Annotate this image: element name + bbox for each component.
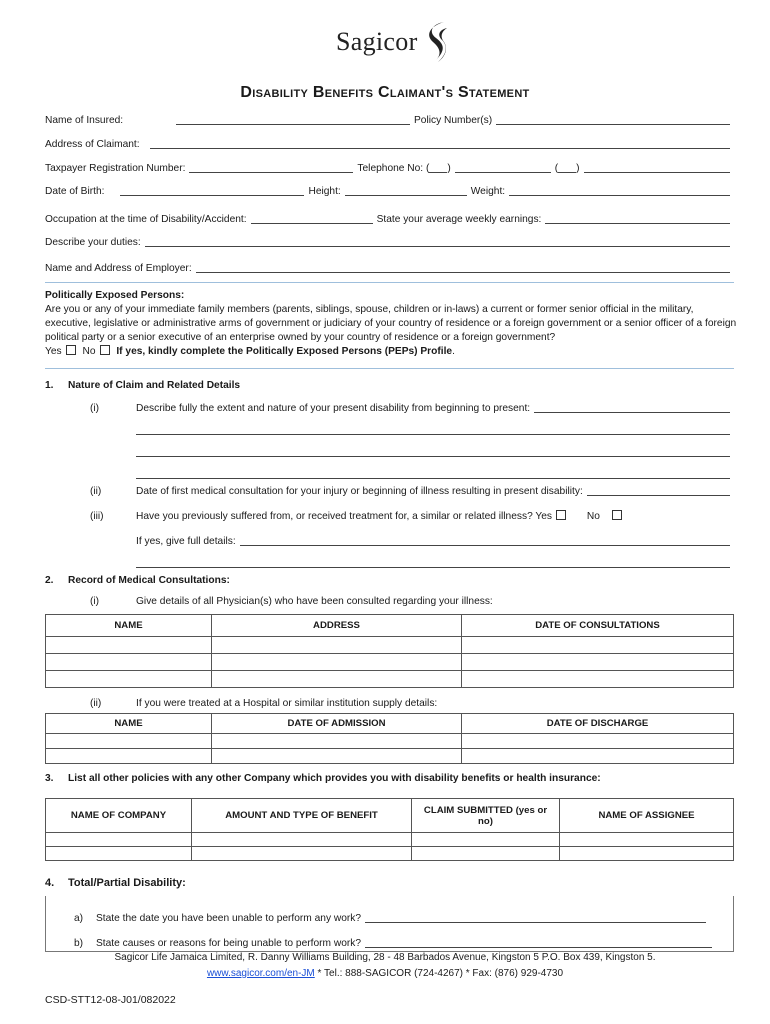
- height-input[interactable]: [345, 186, 467, 196]
- other-policies-table: [45, 798, 734, 861]
- name-insured-label: Name of Insured:: [45, 115, 124, 126]
- s4-b-row: b) State causes or reasons for being unable to perform work?: [74, 935, 716, 949]
- col-header-date: DATE OF CONSULTATIONS: [462, 615, 734, 637]
- hospital-table: [45, 713, 734, 764]
- divider: [45, 368, 734, 369]
- s4-b-label: State causes or reasons for being unable to perform work?: [96, 938, 362, 949]
- dob-label: Date of Birth:: [45, 186, 105, 197]
- insured-row: [45, 112, 734, 126]
- trn-input[interactable]: [189, 163, 353, 173]
- s2-i-row: (i) Give details of all Physician(s) who have been consulted regarding your illness:: [90, 596, 493, 607]
- section-3-heading: 3. List all other policies with any other Company which provides you with disability benefits or health insurance:: [45, 773, 601, 784]
- duties-label: Describe your duties:: [45, 237, 141, 248]
- s1-i-input-line[interactable]: [136, 425, 730, 435]
- telephone-label: Telephone No: (: [357, 163, 430, 174]
- sagicor-logo: [336, 20, 450, 64]
- section-2-heading: 2. Record of Medical Consultations:: [45, 575, 230, 586]
- pep-text: Are you or any of your immediate family members (parents, siblings, spouse, children or in-laws) a current or former senior official in the military, executive, legislative or administrative arms of government or judiciary of your country of residence or a foreign government or a senior officer of a foreign political party or a senior executive of an enterprise owned by your country of residence or a foreign government?: [45, 304, 737, 343]
- trn-label: Taxpayer Registration Number:: [45, 163, 186, 174]
- col-header-benefit: AMOUNT AND TYPE OF BENEFIT: [192, 799, 412, 833]
- s1-details-input[interactable]: [240, 536, 730, 546]
- table-row: [46, 671, 734, 688]
- s1-i-row: (i) Describe fully the extent and nature of your present disability from beginning to present:: [90, 400, 734, 414]
- pep-yes-label: Yes: [45, 346, 62, 357]
- occupation-input[interactable]: [251, 214, 373, 224]
- s1-iii-no-label: No: [586, 511, 600, 522]
- table-row: [46, 749, 734, 764]
- s1-details-input-line[interactable]: [136, 558, 730, 568]
- phone2-input[interactable]: [584, 163, 730, 173]
- footer-contact: [0, 966, 770, 981]
- name-insured-input[interactable]: [176, 115, 410, 125]
- dob-row: [45, 183, 734, 197]
- form-title: Disability Benefits Claimant's Statement: [240, 84, 530, 101]
- weight-input[interactable]: [509, 186, 730, 196]
- s1-details-row: [136, 533, 734, 547]
- address-input[interactable]: [150, 139, 730, 149]
- footer-address: Sagicor Life Jamaica Limited, R. Danny Williams Building, 28 - 48 Barbados Avenue, Kingston 5 P.O. Box 439, Kingston 5.: [114, 952, 656, 963]
- s1-iii-label: Have you previously suffered from, or received treatment for, a similar or related illness? Yes: [136, 511, 552, 522]
- pep-no-label: No: [82, 346, 96, 357]
- s1-iii-row: (iii) Have you previously suffered from, or received treatment for, a similar or related illness? Yes No: [90, 510, 626, 524]
- s2-ii-label: If you were treated at a Hospital or similar institution supply details:: [136, 698, 438, 709]
- weight-label: Weight:: [470, 186, 506, 197]
- form-code: CSD-STT12-08-J01/082022: [45, 994, 176, 1006]
- col-header-address: ADDRESS: [212, 615, 462, 637]
- col-header-claim: CLAIM SUBMITTED (yes or no): [412, 799, 560, 833]
- s1-details-label: If yes, give full details:: [136, 536, 236, 547]
- col-header-admission: DATE OF ADMISSION: [212, 714, 462, 734]
- s1-ii-row: (ii) Date of first medical consultation for your injury or beginning of illness resulting in present disability:: [90, 483, 734, 497]
- pep-no-checkbox[interactable]: [100, 345, 110, 355]
- s1-ii-label: Date of first medical consultation for your injury or beginning of illness resulting in present disability:: [136, 486, 583, 497]
- phone2-area-input[interactable]: [558, 163, 576, 173]
- s1-i-input-line[interactable]: [136, 469, 730, 479]
- col-header-company: NAME OF COMPANY: [46, 799, 192, 833]
- physicians-table: [45, 614, 734, 688]
- contact-info: * Tel.: 888-SAGICOR (724-4267) * Fax: (876) 929-4730: [314, 968, 564, 979]
- height-label: Height:: [308, 186, 341, 197]
- s4-a-row: a) State the date you have been unable to perform any work?: [74, 910, 710, 924]
- col-header-assignee: NAME OF ASSIGNEE: [560, 799, 734, 833]
- s2-i-label: Give details of all Physician(s) who have been consulted regarding your illness:: [136, 596, 493, 607]
- s4-a-label: State the date you have been unable to perform any work?: [96, 913, 362, 924]
- s1-iii-yes-checkbox[interactable]: [556, 510, 566, 520]
- s1-iii-no-checkbox[interactable]: [612, 510, 622, 520]
- duties-input[interactable]: [145, 237, 730, 247]
- s1-i-input[interactable]: [534, 403, 730, 413]
- employer-label: Name and Address of Employer:: [45, 263, 192, 274]
- sagicor-swoosh-icon: [424, 20, 450, 64]
- table-row: [46, 654, 734, 671]
- employer-row: [45, 260, 734, 274]
- phone1-area-input[interactable]: [429, 163, 447, 173]
- table-row: [46, 637, 734, 654]
- occupation-label: Occupation at the time of Disability/Accident:: [45, 214, 247, 225]
- pep-answer-row: Yes No If yes, kindly complete the Politically Exposed Persons (PEPs) Profile.: [45, 346, 455, 357]
- s1-i-label: Describe fully the extent and nature of your present disability from beginning to present:: [136, 403, 531, 414]
- dob-input[interactable]: [120, 186, 304, 196]
- trn-row: Taxpayer Registration Number: Telephone No: ( ) ( ): [45, 160, 734, 174]
- brand-name: Sagicor: [336, 27, 418, 56]
- website-link[interactable]: www.sagicor.com/en-JM: [206, 968, 315, 979]
- s1-ii-input[interactable]: [587, 486, 730, 496]
- policy-numbers-label: Policy Number(s): [414, 115, 493, 126]
- section-1-heading: 1. Nature of Claim and Related Details: [45, 380, 241, 391]
- s4-a-input[interactable]: [365, 913, 706, 923]
- s2-ii-row: (ii) If you were treated at a Hospital or similar institution supply details:: [90, 698, 438, 709]
- address-row: [45, 136, 734, 150]
- earnings-label: State your average weekly earnings:: [376, 214, 542, 225]
- occupation-row: [45, 211, 734, 225]
- section-4-heading: 4. Total/Partial Disability:: [45, 877, 186, 889]
- pep-instruction: If yes, kindly complete the Politically Exposed Persons (PEPs) Profile: [116, 346, 453, 357]
- table-row: [46, 833, 734, 847]
- col-header-discharge: DATE OF DISCHARGE: [462, 714, 734, 734]
- policy-numbers-input[interactable]: [496, 115, 730, 125]
- employer-input[interactable]: [196, 263, 730, 273]
- col-header-name: NAME: [46, 714, 212, 734]
- s4-b-input[interactable]: [365, 938, 712, 948]
- table-row: [46, 734, 734, 749]
- address-label: Address of Claimant:: [45, 139, 140, 150]
- divider: [45, 282, 734, 283]
- s1-i-input-line[interactable]: [136, 447, 730, 457]
- pep-yes-checkbox[interactable]: [66, 345, 76, 355]
- col-header-name: NAME: [46, 615, 212, 637]
- phone1-input[interactable]: [455, 163, 551, 173]
- table-row: [46, 847, 734, 861]
- duties-row: [45, 234, 734, 248]
- pep-heading: Politically Exposed Persons:: [45, 290, 185, 301]
- earnings-input[interactable]: [545, 214, 730, 224]
